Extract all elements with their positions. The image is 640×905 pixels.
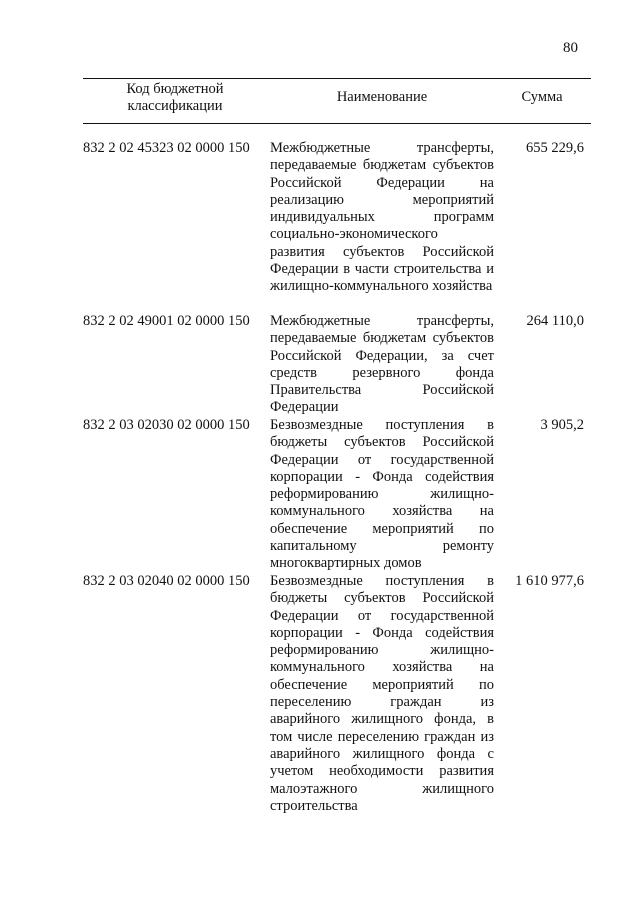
- row-sum: 1 610 977,6: [515, 573, 584, 589]
- row-code: 832 2 03 02040 02 0000 150: [83, 573, 250, 589]
- row-name: Безвозмездные поступления в бюджеты субъектов Российской Федерации от государственной корпорации - Фонда содействия реформированию жилищно-коммунального хозяйства на обеспечение мероприятий по переселению граждан из аварийного жилищного фонда, в том числе переселению граждан из аварийного жилищного фонда с учетом необходимости развития малоэтажного жилищного строительства: [270, 573, 494, 814]
- row-sum: 264 110,0: [526, 313, 584, 329]
- header-rule-bottom: [83, 123, 591, 124]
- row-sum: 3 905,2: [540, 417, 584, 433]
- row-code: 832 2 02 49001 02 0000 150: [83, 313, 250, 329]
- row-code: 832 2 03 02030 02 0000 150: [83, 417, 250, 433]
- row-name: Безвозмездные поступления в бюджеты субъектов Российской Федерации от государственной корпорации - Фонда содействия реформированию жилищно-коммунального хозяйства на обеспечение мероприятий по капитальному ремонту многоквартирных домов: [270, 417, 494, 572]
- header-sum: Сумма: [521, 89, 563, 105]
- page-number: 80: [563, 40, 578, 56]
- header-code: Код бюджетной классификации: [126, 81, 224, 114]
- row-code: 832 2 02 45323 02 0000 150: [83, 140, 250, 156]
- row-name: Межбюджетные трансферты, передаваемые бюджетам субъектов Российской Федерации на реализацию мероприятий индивидуальных программ социально-экономического развития субъектов Российской Федерации в части строительства и жилищно-коммунального хозяйства: [270, 140, 494, 295]
- row-name: Межбюджетные трансферты, передаваемые бюджетам субъектов Российской Федерации, за счет средств резервного фонда Правительства Российской Федерации: [270, 313, 494, 416]
- header-rule-top: [83, 78, 591, 79]
- row-sum: 655 229,6: [526, 140, 584, 156]
- header-name: Наименование: [336, 89, 428, 105]
